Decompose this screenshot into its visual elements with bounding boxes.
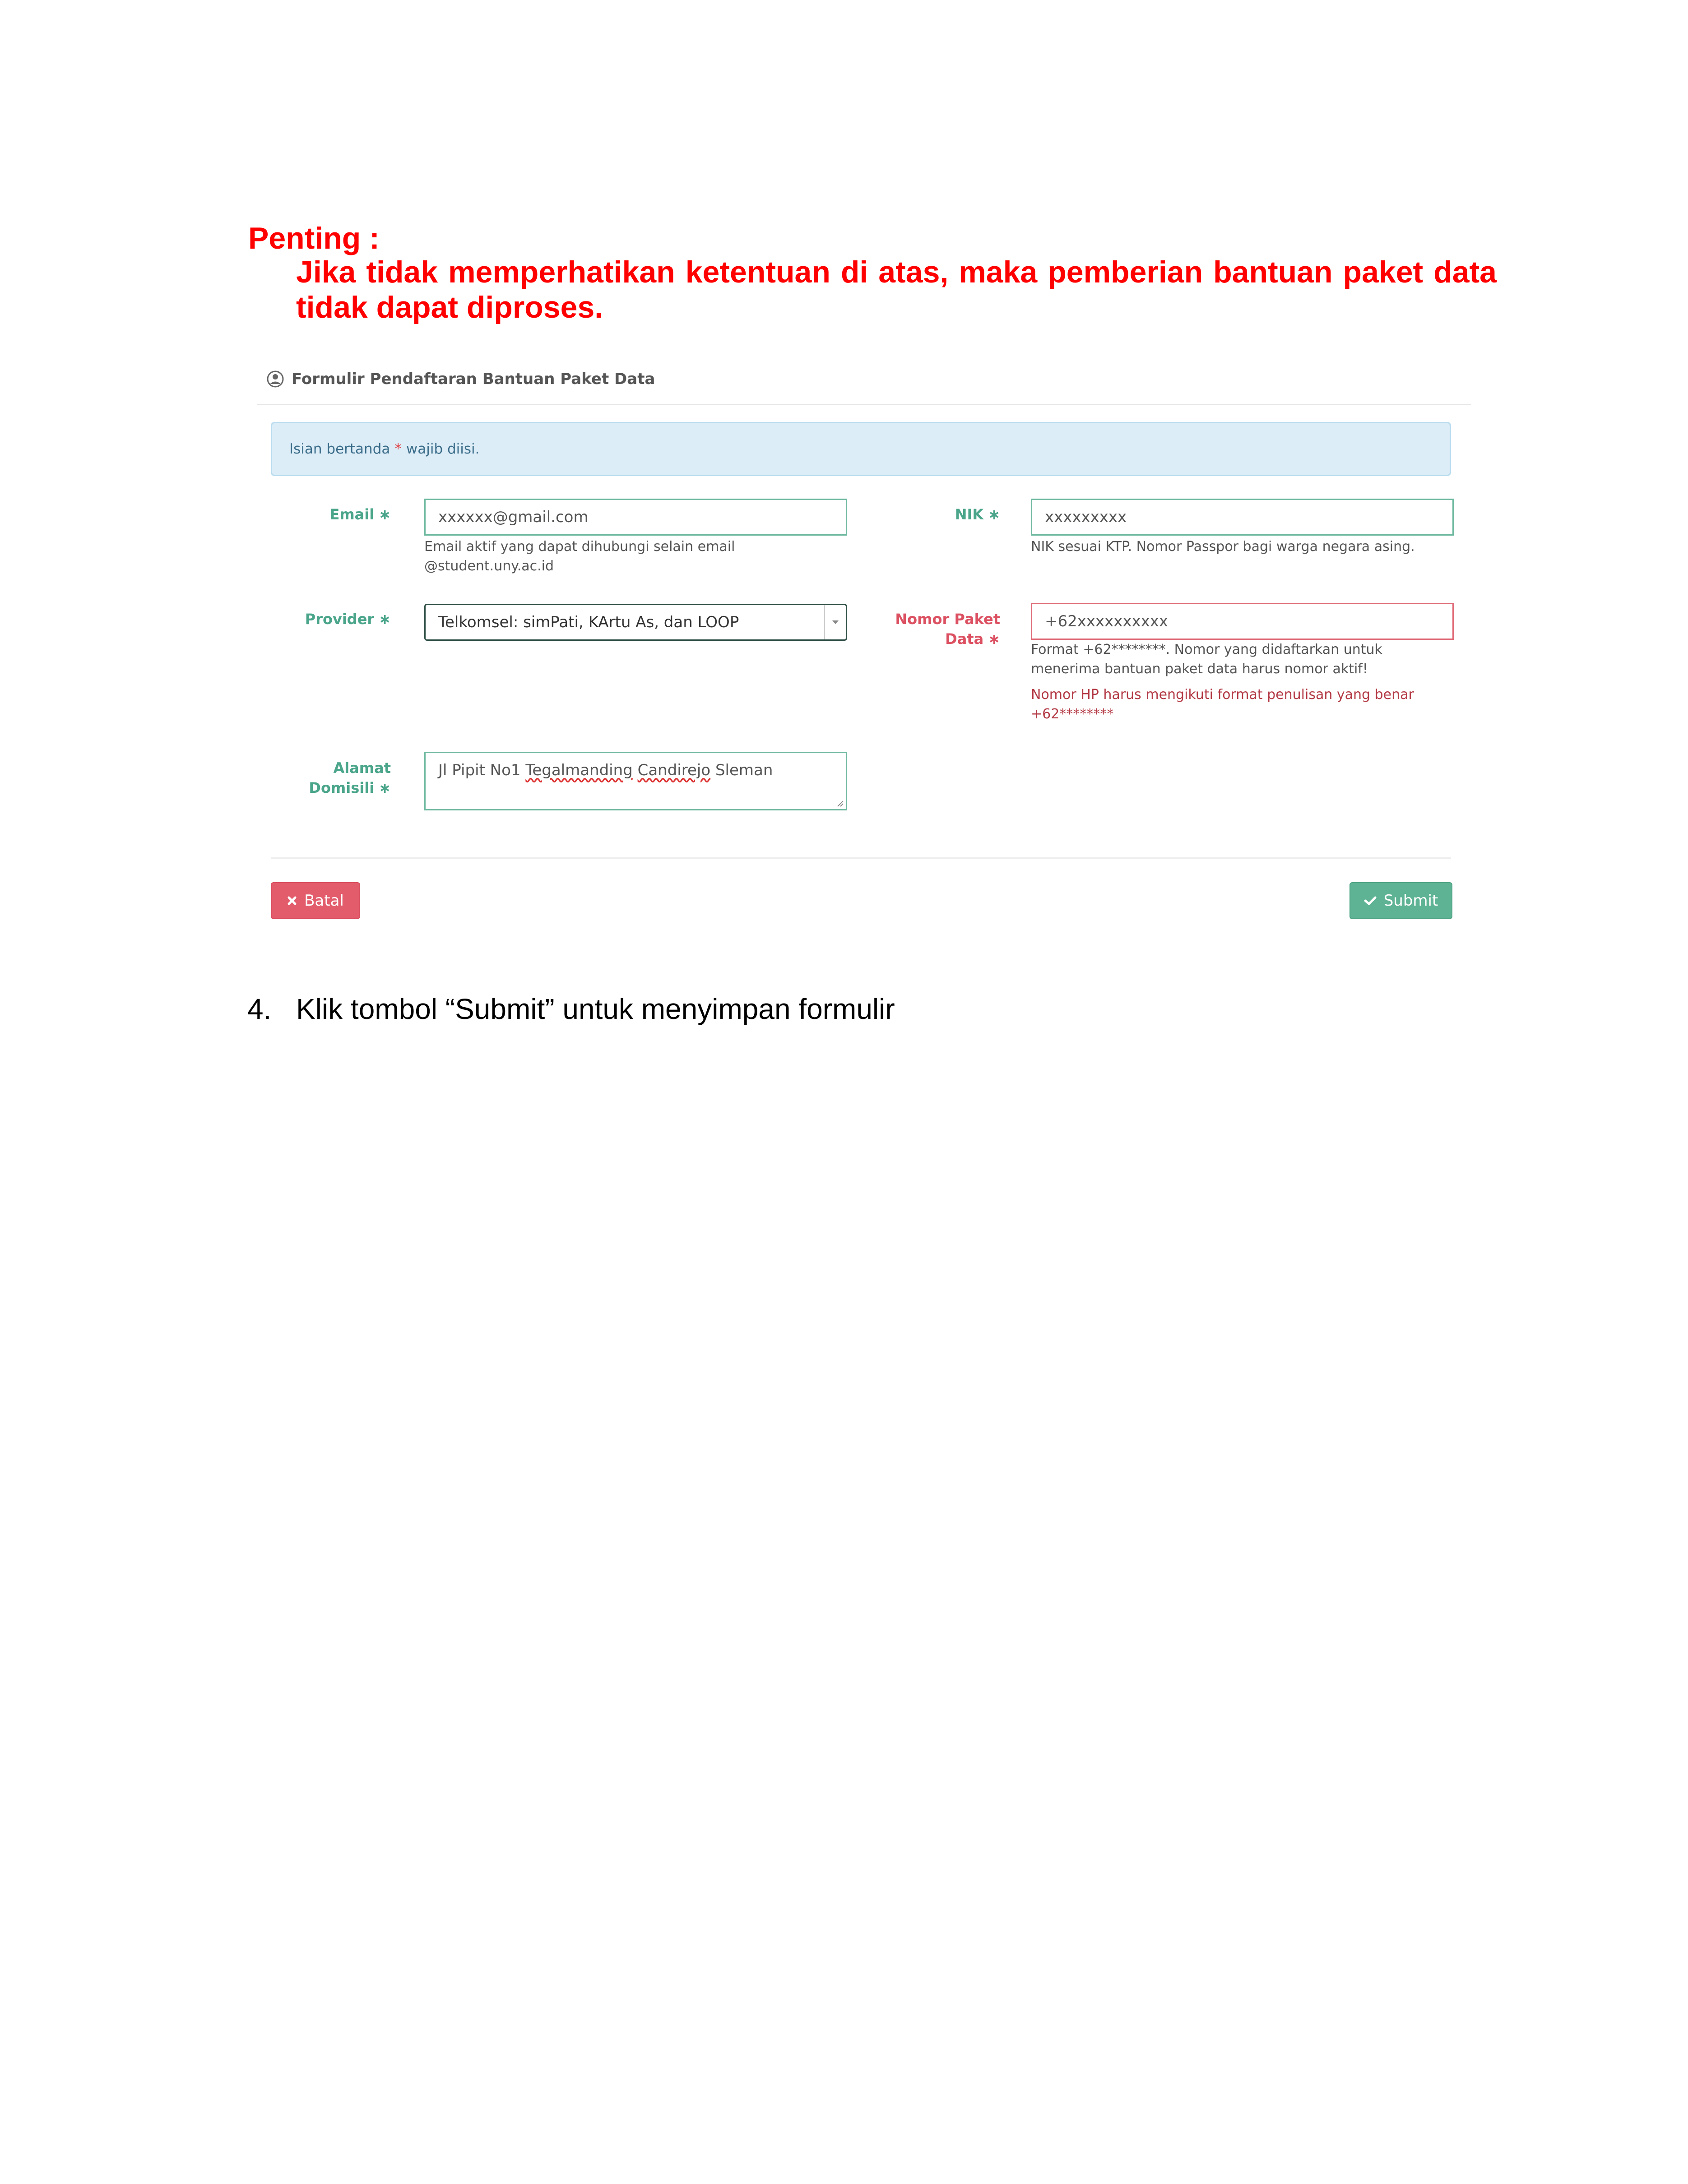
form-panel-header: [266, 366, 655, 393]
cancel-button[interactable]: Batal: [271, 882, 360, 919]
caret-down-icon: [831, 620, 839, 625]
close-icon: [287, 896, 297, 906]
nik-help: NIK sesuai KTP. Nomor Passpor bagi warga negara asing.: [1031, 539, 1415, 555]
alamat-textarea[interactable]: Jl Pipit No1 Tegalmanding Candirejo Sleman: [424, 752, 847, 810]
notice-title: Penting :: [248, 221, 380, 255]
form-title: Formulir Pendaftaran Bantuan Paket Data: [292, 370, 655, 388]
panel-divider: [257, 404, 1471, 405]
step-number: 4.: [247, 993, 272, 1025]
nomor-paket-label: Nomor Paket Data ∗: [895, 611, 1000, 648]
check-icon: [1364, 896, 1377, 906]
required-info-alert: Isian bertanda * wajib diisi.: [271, 422, 1451, 476]
form-divider: [271, 857, 1451, 859]
notice-body: Jika tidak memperhatikan ketentuan di atas, maka pemberian bantuan paket data tidak dapat diproses.: [296, 255, 1497, 324]
required-marker: *: [394, 441, 402, 457]
alamat-label: Alamat Domisili ∗: [309, 759, 391, 796]
user-circle-icon: [266, 370, 284, 388]
submit-button[interactable]: Submit: [1349, 882, 1452, 919]
resize-handle-icon[interactable]: [836, 799, 844, 807]
step-text: Klik tombol “Submit” untuk menyimpan formulir: [296, 993, 895, 1025]
provider-select[interactable]: [424, 604, 847, 641]
step-instruction: [247, 991, 895, 1027]
nik-label: NIK ∗: [955, 506, 1000, 523]
email-label: Email ∗: [329, 506, 391, 523]
email-input[interactable]: xxxxxx@gmail.com: [424, 499, 847, 536]
select-arrow[interactable]: [824, 605, 846, 639]
nik-input[interactable]: xxxxxxxxx: [1031, 499, 1454, 536]
nomor-paket-help: Format +62********. Nomor yang didaftarkan untuk menerima bantuan paket data harus nomor aktif!: [1031, 642, 1382, 677]
nomor-paket-input[interactable]: +62xxxxxxxxxx: [1031, 603, 1454, 640]
provider-label: Provider ∗: [305, 611, 391, 628]
nomor-paket-error: Nomor HP harus mengikuti format penulisan yang benar +62********: [1031, 687, 1414, 722]
provider-selected-value: Telkomsel: simPati, KArtu As, dan LOOP: [438, 613, 739, 631]
email-help: Email aktif yang dapat dihubungi selain email @student.uny.ac.id: [424, 539, 735, 574]
